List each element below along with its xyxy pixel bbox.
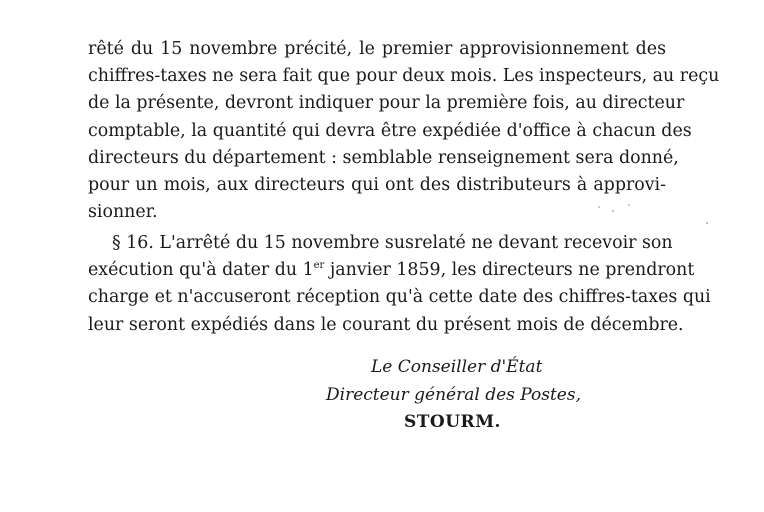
scan-speck [612,210,614,212]
text-line: leur seront expédiés dans le courant du présent mois de décembre. [88,314,684,335]
text-line: directeurs du département : semblable renseignement sera donné, [88,147,679,168]
text-line [88,257,695,284]
signature-name: STOURM. [404,412,501,432]
text-fragment: janvier 1859, les directeurs ne prendront [324,260,695,281]
signature-role: Directeur général des Postes, [326,384,581,405]
scan-speck [598,206,600,208]
text-fragment: exécution qu'à dater du 1 [88,260,314,281]
text-line: sionner. [88,202,158,223]
text-line: pour un mois, aux directeurs qui ont des distributeurs à approvi- [88,174,666,195]
text-line: comptable, la quantité qui devra être expédiée d'office à chacun des [88,120,692,141]
signature-block [0,354,764,437]
text-line: chiffres-taxes ne sera fait que pour deux mois. Les inspecteurs, au reçu [88,66,720,87]
scan-speck [706,222,708,224]
paragraph-1 [88,36,720,226]
text-line: rêté du 15 novembre précité, le premier approvisionnement des [88,39,666,59]
text-line: § 16. L'arrêté du 15 novembre susrelaté ne devant recevoir son [112,233,673,253]
signature-title: Le Conseiller d'État [371,357,543,377]
scan-speck [628,204,630,206]
ordinal-superscript: er [313,260,325,272]
paragraph-2 [88,230,711,339]
text-line: charge et n'accuseront réception qu'à cette date des chiffres-taxes qui [88,287,711,308]
text-line: de la présente, devront indiquer pour la première fois, au directeur [88,93,685,114]
